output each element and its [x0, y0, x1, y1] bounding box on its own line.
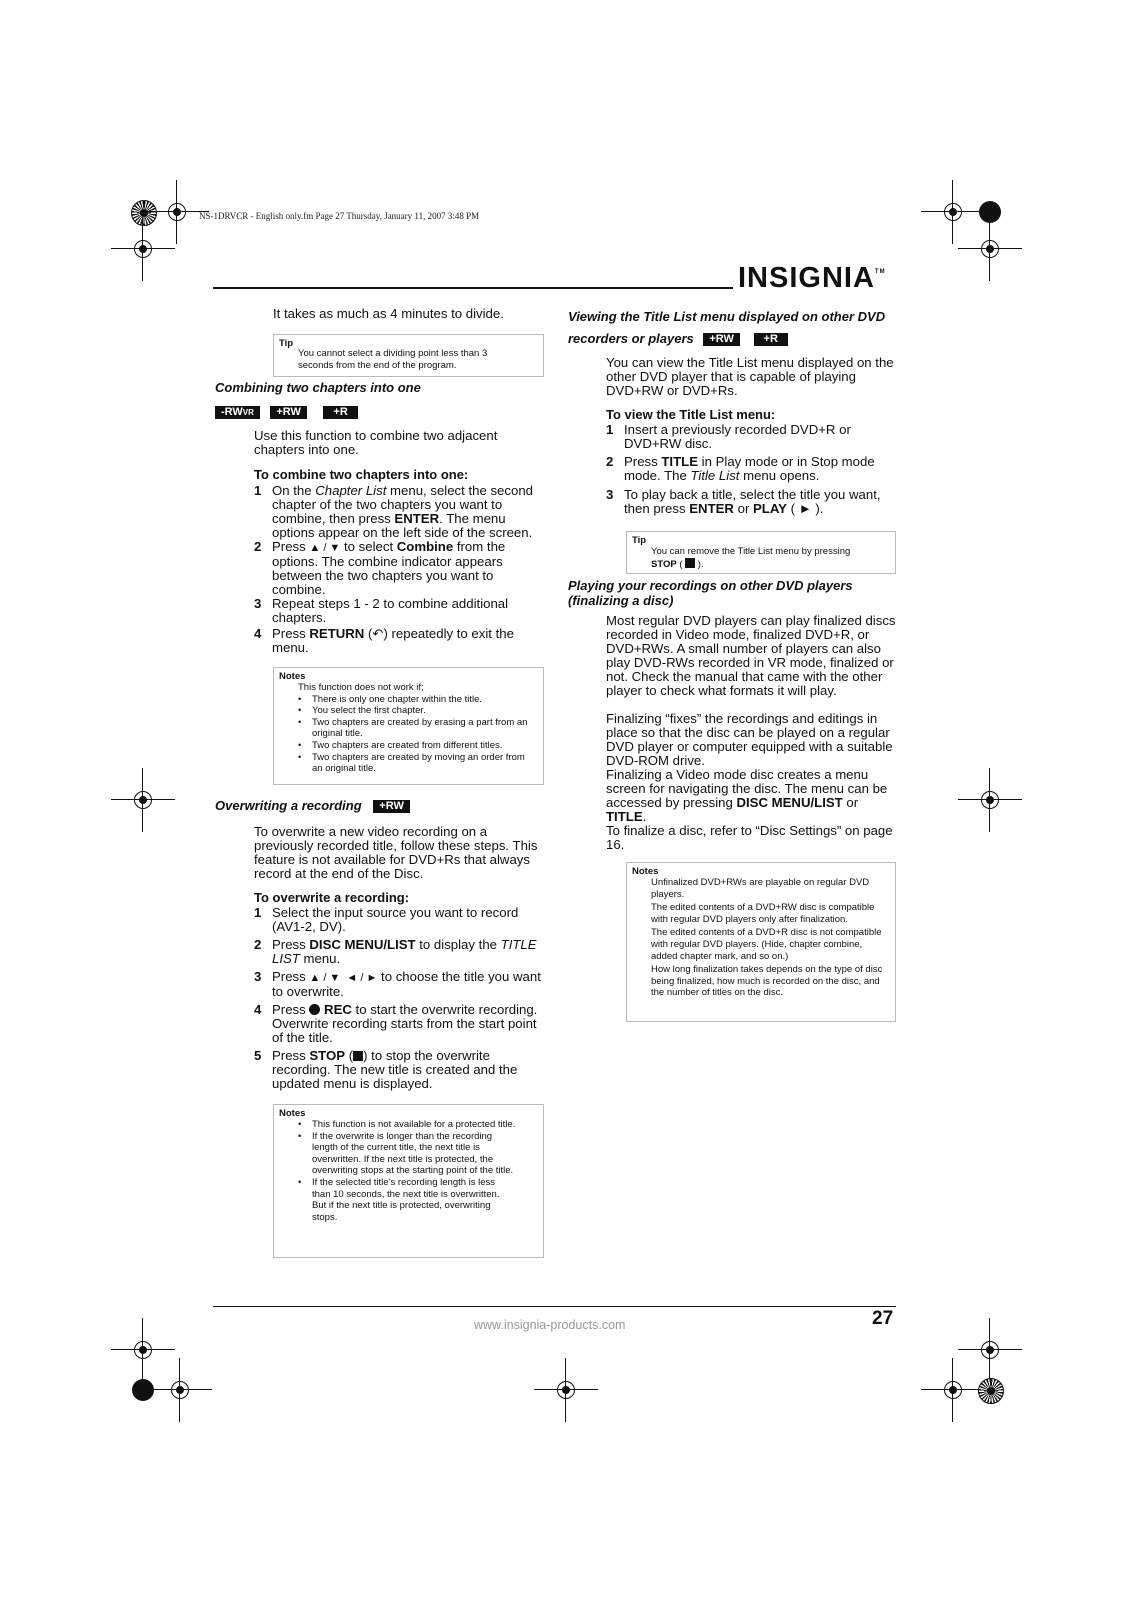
arrow-keys-icon: ▲ / ▼ ◄ / ►: [309, 972, 378, 984]
trademark: TM: [874, 269, 886, 275]
brand-logo: [738, 262, 886, 295]
badge-rw-vr: -RWVR: [215, 406, 260, 419]
section-title-finalize: Playing your recordings on other DVD players (finalizing a disc): [568, 578, 853, 608]
badge-plus-r: +R: [323, 406, 357, 419]
badge-plus-rw: +RW: [703, 333, 740, 346]
note-item: • If the selected title’s recording length is less than 10 seconds, the next title is overwritten. But if the next title is protected, overwriting stops.: [298, 1177, 516, 1223]
note-item: • Two chapters are created by erasing a part from an original title.: [298, 717, 536, 740]
overwrite-description: To overwrite a new video recording on a previously recorded title, follow these steps. This feature is not available for DVD+Rs that always record at the end of the Disc.: [254, 824, 538, 881]
note-item: • Two chapters are created by moving an order from an original title.: [298, 752, 536, 775]
overwrite-step-3: 3 Press ▲ / ▼ ◄ / ► to choose the title you want to overwrite.: [254, 969, 541, 999]
crosshair-mark: [921, 1358, 985, 1422]
note-item: The edited contents of a DVD+RW disc is compatible with regular DVD players only after finalization.: [651, 902, 875, 925]
combine-description: Use this function to combine two adjacent chapters into one.: [254, 428, 498, 457]
finalize-paragraph-1: Most regular DVD players can play finalized discs recorded in Video mode, finalized DVD+R, or DVD+RWs. A small number of players can also play DVD-RWs recorded in VR mode, finalized or not. Check the manual that came with the other player to check what formats it will play.: [606, 613, 896, 698]
badge-plus-r: +R: [754, 333, 788, 346]
logo-text: INSIGNIA: [738, 262, 875, 294]
note-item: • Two chapters are created from different titles.: [298, 740, 536, 752]
section-title-combine: Combining two chapters into one: [215, 380, 421, 395]
overwrite-step-1: 1 Select the input source you want to record (AV1-2, DV).: [254, 905, 519, 934]
footer-url: www.insignia-products.com: [474, 1318, 626, 1332]
tip-text: You can remove the Title List menu by pressing: [651, 546, 851, 557]
section-title-view-title-list: Viewing the Title List menu displayed on other DVD recorders or players +RW +R: [568, 309, 886, 346]
notes-intro: This function does not work if;: [298, 682, 424, 693]
overwrite-step-4: 4 Press REC to start the overwrite recording. Overwrite recording starts from the start point of the title.: [254, 1002, 538, 1045]
note-item: Unfinalized DVD+RWs are playable on regular DVD players.: [651, 877, 870, 900]
combine-subheading: To combine two chapters into one:: [254, 467, 469, 482]
badge-plus-rw: +RW: [270, 406, 307, 419]
registration-sunburst-bottom-right: [978, 1378, 1004, 1404]
file-info-header: NS-1DRVCR - English only.fm Page 27 Thursday, January 11, 2007 3:48 PM: [199, 211, 480, 221]
finalize-paragraph-3: Finalizing a Video mode disc creates a menu screen for navigating the disc. The menu can be accessed by pressing DISC MENU/LIST or TITLE.: [606, 767, 888, 824]
record-icon: [309, 1004, 320, 1015]
view-description: You can view the Title List menu displayed on the other DVD player that is capable of playing DVD+RW or DVD+Rs.: [606, 355, 894, 398]
stop-icon: [353, 1051, 363, 1061]
stop-label: STOP: [651, 558, 677, 570]
stop-icon: [685, 558, 695, 568]
tip-box: [273, 334, 544, 377]
crosshair-mark: [111, 768, 175, 832]
overwrite-step-5: 5 Press STOP ( ) to stop the overwrite recording. The new title is created and the updated menu is displayed.: [254, 1048, 518, 1091]
badge-plus-rw: +RW: [373, 800, 410, 813]
note-item: The edited contents of a DVD+R disc is not compatible with regular DVD players. (Hide, chapter combine, added chapter mark, and so on.): [651, 927, 882, 962]
page-number: 27: [872, 1308, 894, 1329]
note-item: How long finalization takes depends on the type of disc being finalized, how much is recorded on the disc, and the number of titles on the disc.: [651, 964, 883, 999]
crosshair-mark: [958, 217, 1022, 281]
return-icon: ↶: [372, 626, 384, 641]
view-subheading: To view the Title List menu:: [606, 407, 776, 422]
combine-step-2: 2 Press ▲ / ▼ to select Combine from the options. The combine indicator appears between the two chapters you want to combine.: [254, 539, 506, 597]
overwrite-step-2: 2 Press DISC MENU/LIST to display the TITLE LIST menu.: [254, 937, 537, 966]
finalize-paragraph-2: Finalizing “fixes” the recordings and editings in place so that the disc can be played on a regular DVD player or computer equipped with a suitable DVD-ROM drive.: [606, 711, 893, 768]
tip-box-view: Tip You can remove the Title List menu by pressing STOP ( ).: [626, 531, 896, 574]
notes-label: Notes: [632, 866, 659, 877]
combine-step-1: 1 On the Chapter List menu, select the second chapter of the two chapters you want to combine, then press ENTER. The menu options appear on the left side of the screen.: [254, 483, 533, 540]
header-rule: [213, 287, 733, 289]
view-step-2: 2 Press TITLE in Play mode or in Stop mode mode. The Title List menu opens.: [606, 454, 875, 483]
note-item: • If the overwrite is longer than the recording length of the current title, the next title is overwritten. If the next title is protected, the overwriting stops at the starting point of the title.: [298, 1131, 516, 1177]
note-item: • This function is not available for a protected title.: [298, 1119, 516, 1131]
crosshair-mark: [111, 217, 175, 281]
crosshair-mark: [534, 1358, 598, 1422]
tip-text: You cannot select a dividing point less than 3 seconds from the end of the program.: [298, 348, 488, 371]
note-item: • You select the first chapter.: [298, 705, 536, 717]
crosshair-mark: [958, 768, 1022, 832]
combine-step-4: 4 Press RETURN (↶) repeatedly to exit the menu.: [254, 626, 514, 655]
notes-label: Notes: [279, 1108, 306, 1119]
arrow-up-down-icon: ▲ / ▼: [309, 542, 341, 554]
notes-box-overwrite: [273, 1104, 544, 1258]
notes-box-finalize: [626, 862, 896, 1022]
section-title-overwrite: Overwriting a recording +RW: [215, 798, 410, 813]
tip-label: Tip: [279, 338, 294, 349]
view-step-3: 3 To play back a title, select the title you want, then press ENTER or PLAY ( ► ).: [606, 487, 881, 516]
format-badges-combine: [215, 403, 358, 421]
note-item: • There is only one chapter within the title.: [298, 694, 536, 706]
view-step-1: 1 Insert a previously recorded DVD+R or DVD+RW disc.: [606, 422, 851, 451]
overwrite-subheading: To overwrite a recording:: [254, 890, 410, 905]
tip-label: Tip: [632, 535, 647, 546]
notes-box-combine: [273, 667, 544, 785]
intro-text: It takes as much as 4 minutes to divide.: [273, 306, 504, 321]
combine-step-3: 3 Repeat steps 1 - 2 to combine additional chapters.: [254, 596, 509, 625]
finalize-paragraph-4: To finalize a disc, refer to “Disc Settings” on page 16.: [606, 823, 893, 852]
footer-rule: [213, 1306, 896, 1307]
notes-label: Notes: [279, 671, 306, 682]
crosshair-mark: [148, 1358, 212, 1422]
